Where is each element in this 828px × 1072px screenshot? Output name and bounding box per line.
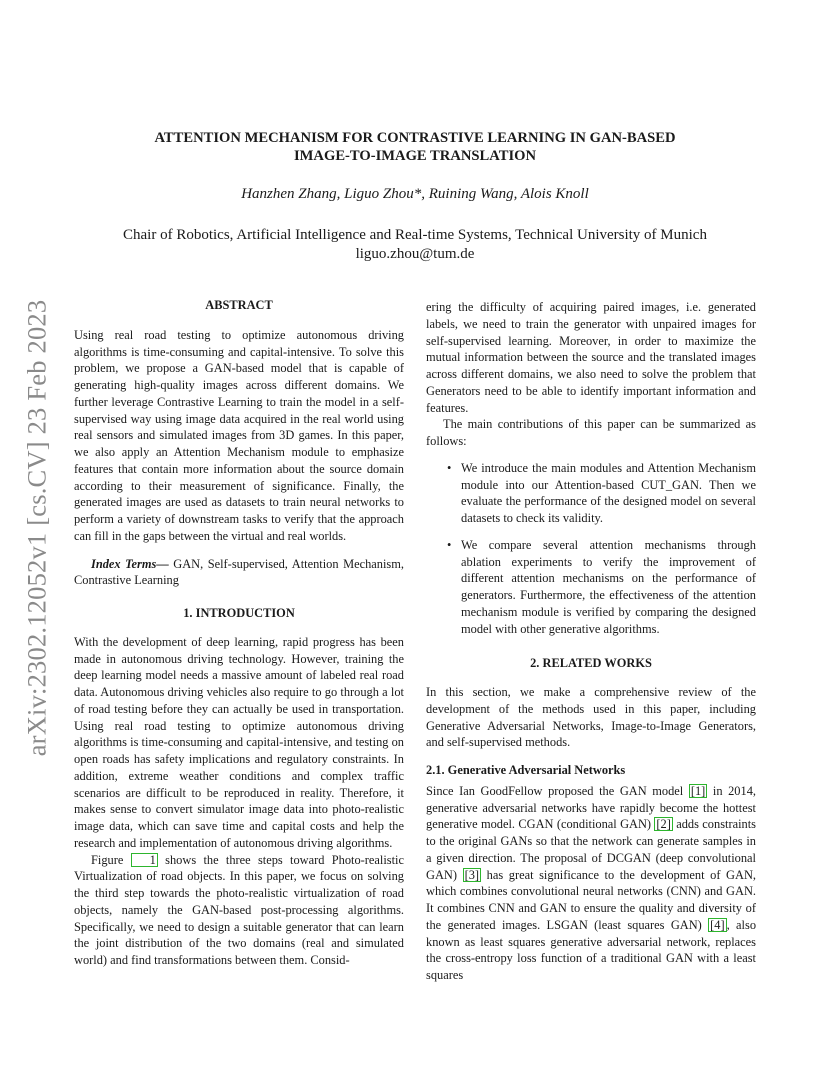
abstract-text: Using real road testing to optimize autonomous driving algorithms is time-consuming and capital-intensive. To solve this problem, we propose a GAN-based model that is capable of generating high-quality images across different domains. We further leverage Contrastive Learning to train the model in a self-supervised way using image data acquired in the real world using real sensors and simulated images from 3D games. In this paper, we also apply an Attention Mechanism module to emphasize features that contain more information about the source domain according to their measurement of significance. Finally, the generated images are used as datasets to train neural networks to perform a variety of downstream tasks to verify that the approach can fill in the gaps between the virtual and real worlds. xyxy=(74,327,404,543)
abstract-heading: ABSTRACT xyxy=(205,298,273,312)
bullet-icon: • xyxy=(447,537,452,552)
contact-email[interactable]: liguo.zhou@tum.de xyxy=(355,246,475,262)
introduction-heading: 1. INTRODUCTION xyxy=(183,606,295,620)
related-works-paragraph: In this section, we make a comprehensive review of the development of the methods used in this paper, including Generative Adversarial Networks, Image-to-Image Generators, and self-supervised methods. xyxy=(426,685,756,750)
citation-4-link[interactable]: [4] xyxy=(710,917,725,932)
left-column xyxy=(74,297,404,969)
contributions-list xyxy=(426,460,756,638)
title-line-1: ATTENTION MECHANISM FOR CONTRASTIVE LEARNING IN GAN-BASED xyxy=(154,130,676,146)
intro-paragraph-3: The main contributions of this paper can be summarized as follows: xyxy=(426,417,756,448)
intro-paragraph-2-continued: ering the difficulty of acquiring paired images, i.e. generated labels, we need to train the generator with unpaired images for self-supervised learning. Moreover, in order to maximize the mutual information between the source and the translated images across different domains, we also need to solve the problem that Generators need to be able to identify important information and features. xyxy=(426,300,756,415)
author-list: Hanzhen Zhang, Liguo Zhou*, Ruining Wang, Alois Knoll xyxy=(241,186,589,202)
citation-1-link[interactable]: [1] xyxy=(690,783,706,798)
figure-1-link[interactable]: 1 xyxy=(131,853,158,867)
title-line-2: IMAGE-TO-IMAGE TRANSLATION xyxy=(293,148,537,164)
intro-paragraph-1: With the development of deep learning, rapid progress has been made in autonomous driving technology. However, training the deep learning model needs a massive amount of labeled real road data. Autonomous driving vehicles also require to go through a lot of road testing before they can actually be used in transportation. Using real road testing to optimize autonomous driving algorithms is time-consuming and capital-intensive, and testing on open roads has safety implications and regulatory constraints. In addition, extreme weather conditions and complex traffic scenarios are difficult to be reproduced in reality. Therefore, it makes sense to convert simulator image data into photo-realistic image data, which can save time and capital costs and help the research and implementation of autonomous driving algorithms. xyxy=(74,634,404,850)
arxiv-identifier-stamp xyxy=(17,290,57,765)
index-terms xyxy=(74,556,404,590)
arxiv-identifier-text: arXiv:2302.12052v1 [cs.CV] 23 Feb 2023 xyxy=(21,299,52,756)
contribution-item-1: • We introduce the main modules and Attention Mechanism module into our Attention-based CUT_GAN. Then we evaluate the performance of the designed model on several datasets to check its validity. xyxy=(447,460,756,525)
contribution-item-2: • We compare several attention mechanisms through ablation experiments to verify the improvement of different attention mechanisms on the performance of generators. Furthermore, the effectiveness of the attention mechanism module is verified by comparing the designed model with other generative algorithms. xyxy=(447,537,756,636)
citation-3-link[interactable]: [3] xyxy=(464,867,480,882)
paper-title xyxy=(74,129,756,165)
right-column xyxy=(426,299,756,984)
gan-subsection-heading: 2.1. Generative Adversarial Networks xyxy=(426,763,626,777)
bullet-icon: • xyxy=(447,460,452,475)
citation-2-link[interactable]: [2] xyxy=(656,817,671,832)
gan-paragraph: Since Ian GoodFellow proposed the GAN model [1] in 2014, generative adversarial networks have rapidly become the hottest generative model. CGAN (conditional GAN) [2] adds constraints to the original GANs so that the network can generate samples in a given direction. The proposal of DCGAN (deep convolutional GAN) [3] has great significance to the development of GAN, which combines convolutional neural networks (CNN) and GAN. It combines CNN and GAN to ensure the quality and diversity of the generated images. LSGAN (least squares GAN) [4] , also known as least squares generative adversarial network, replaces the cross-entropy loss function of a traditional GAN with a least squares xyxy=(426,783,757,982)
affiliation xyxy=(74,226,756,264)
affiliation-line: Chair of Robotics, Artificial Intelligence and Real-time Systems, Technical University of Munich xyxy=(123,227,707,243)
index-terms-text: GAN, Self-supervised, Attention Mechanism, Contrastive Learning xyxy=(74,556,404,588)
intro-paragraph-2: Figure 1 shows the three steps toward Photo-realistic Virtualization of road objects. In this paper, we focus on solving the third step towards the photo-realistic virtualization of road objects, namely the GAN-based post-processing algorithms. Specifically, we need to design a suitable generator that can learn the joint distribution of the two domains (real and simulated world) and find transformations between them. Consid- xyxy=(74,852,404,967)
index-terms-label: Index Terms— xyxy=(91,556,169,571)
related-works-heading: 2. RELATED WORKS xyxy=(530,656,652,671)
